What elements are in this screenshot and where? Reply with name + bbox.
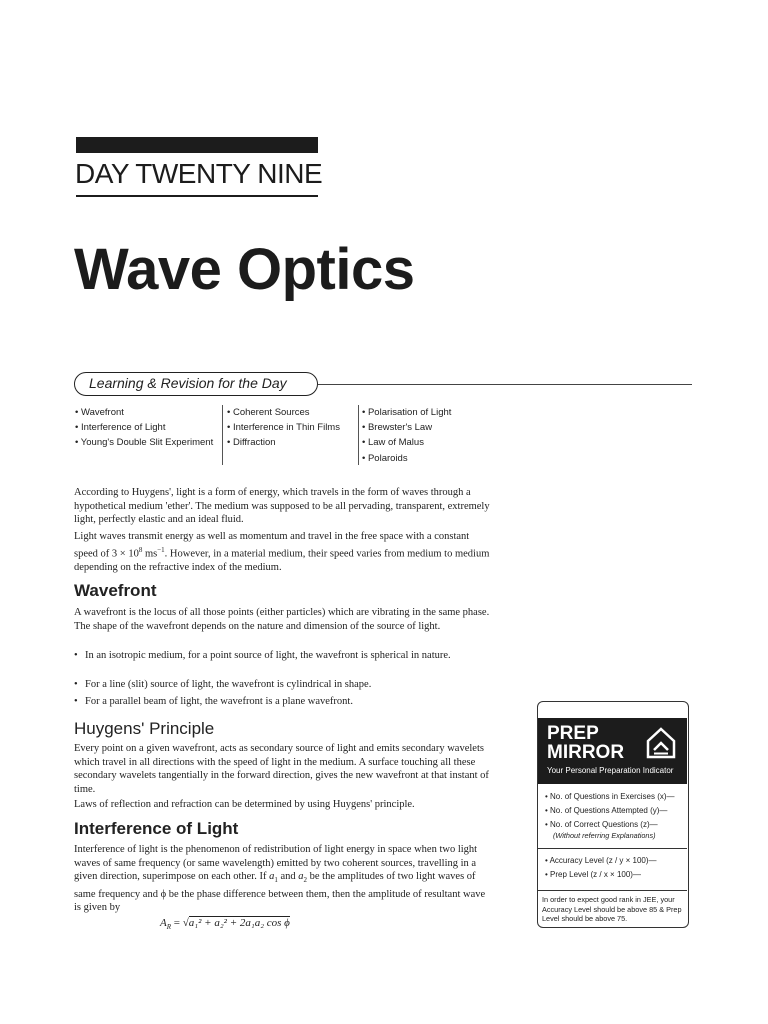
learning-divider [318,384,692,385]
prep-level: • Accuracy Level (z / y × 100)— [545,856,657,865]
topic-item: • Brewster's Law [362,422,433,434]
prep-mirror-title: PREP MIRROR [547,723,625,763]
intro-paragraph-1: According to Huygens', light is a form of energy, which travels in the form of waves through a hypothetical medium 'ether'. The medium was supposed to be all pervading, transparent, extremely light, perfectly elastic and an ideal fluid. [74,487,490,526]
interference-heading: Interference of Light [74,819,239,838]
chapter-title: Wave Optics [74,237,415,302]
prep-mirror-header [538,718,687,784]
prep-item: • No. of Correct Questions (z)— [545,820,658,829]
interference-paragraph: Interference of light is the phenomenon of redistribution of light energy in space when two light waves of same frequency (or same wavelength) emitted by two coherent sources, travelling in a given direction, superimpose on each other. If $a_1$ and $a_2$ be the amplitudes of two light waves of same frequency and ϕ be the phase difference between them, then the amplitude of resultant wave is given by [74,844,486,914]
topic-item: • Polaroids [362,452,408,464]
prep-mirror-box [537,701,689,928]
prep-footer: In order to expect good rank in JEE, your Accuracy Level should be above 85 & Prep Level should be above 75. [542,895,682,923]
topic-item: • Polarisation of Light [362,407,452,418]
column-divider [222,405,223,465]
topic-item: • Interference in Thin Films [227,422,340,434]
prep-mirror-subtitle: Your Personal Preparation Indicator [547,766,674,775]
topic-item: • Young's Double Slit Experiment [75,437,214,449]
topics-column-2 [227,405,340,451]
huygens-paragraph-1: Every point on a given wavefront, acts as secondary source of light and emits secondary wavelets which travel in all directions with the speed of light in the medium. A surface touching all these secondary wavelets tangentially in the forward direction, gives the new wavefront at that instant of time. [74,743,489,795]
topic-item: • Interference of Light [75,422,166,434]
wavefront-paragraph: A wavefront is the locus of all those points (either particles) which are vibrating in the same phase. The shape of the wavefront depends on the nature and dimension of the source of light. [74,607,490,632]
topics-column-3 [362,405,451,466]
mirror-logo-icon [645,727,677,759]
learning-revision-text: Learning & Revision for the Day [89,375,287,391]
learning-revision-label [74,372,318,396]
wavefront-heading: Wavefront [74,581,157,600]
topics-column-1 [75,405,213,451]
wavefront-bullet: • In an isotropic medium, for a point source of light, the wavefront is spherical in nature. [74,650,451,661]
resultant-amplitude-formula: $A_R = √a_1^2 + a_2^2 + 2a_1a_2$ cos ϕ [160,917,290,932]
intro-paragraph-2: Light waves transmit energy as well as momentum and travel in the free space with a constant speed of $3 \times 10^8$ $ms^{-1}$. However, in a material medium, their speed varies from medium to medium depending on the refractive index of the medium. [74,531,490,573]
column-divider [358,405,359,465]
day-label: DAY TWENTY NINE [75,158,323,189]
prep-level: • Prep Level (z / x × 100)— [545,870,641,879]
topic-item: • Wavefront [75,407,124,418]
wavefront-bullet: • For a line (slit) source of light, the wavefront is cylindrical in shape. [74,679,372,690]
sqrt-icon: √ [182,917,189,929]
prep-item: • No. of Questions Attempted (y)— [545,806,668,815]
topic-item: • Law of Malus [362,437,424,449]
header-bar [76,137,318,153]
prep-separator [538,890,687,891]
wavefront-bullet: • For a parallel beam of light, the wavefront is a plane wavefront. [74,696,353,707]
huygens-heading: Huygens' Principle [74,719,215,738]
prep-item-note: (Without referring Explanations) [553,831,656,840]
prep-item: • No. of Questions in Exercises (x)— [545,792,675,801]
huygens-paragraph-2: Laws of reflection and refraction can be determined by using Huygens' principle. [74,799,415,810]
day-underline [76,195,318,197]
topic-item: • Diffraction [227,437,276,449]
prep-separator [538,848,687,849]
topic-item: • Coherent Sources [227,407,310,418]
